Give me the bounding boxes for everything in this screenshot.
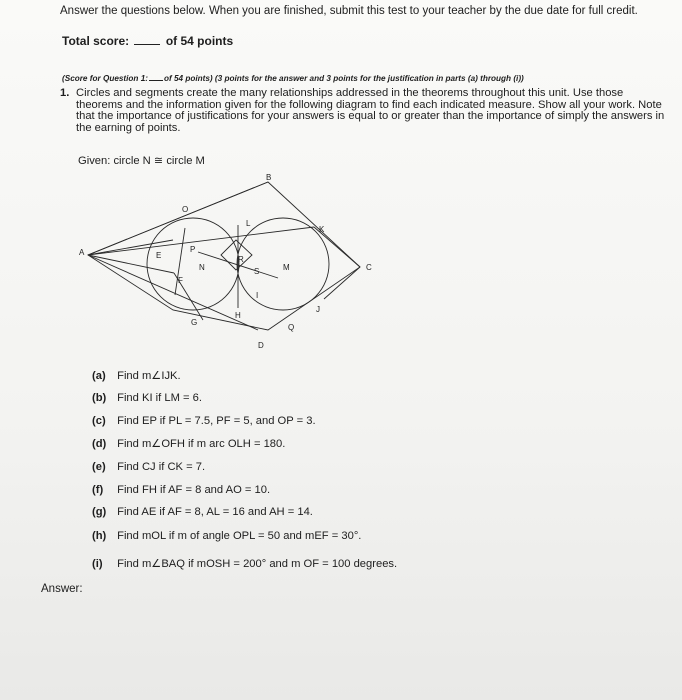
label-n: N [199, 263, 205, 272]
inner-rhombus [221, 240, 252, 270]
part-g [92, 506, 313, 518]
circle-n [147, 218, 239, 310]
part-label: (f) [92, 484, 104, 496]
part-label: (h) [92, 530, 107, 542]
part-label: (e) [92, 461, 106, 473]
part-d [92, 437, 285, 450]
total-score-suffix: of 54 points [165, 34, 234, 48]
label-b: B [266, 173, 272, 182]
total-score-label: Total score: [62, 34, 130, 48]
label-m: M [283, 263, 290, 272]
given-statement: Given: circle N ≅ circle M [78, 155, 205, 167]
question-text: Circles and segments create the many relationships addressed in the theorems throughout this unit. Use those theorems and the information given for the following diagram to find each indicated measure. Show all your work. Note that the importance of justifications for your answers is equal to or greater than the importance of simply the answers in the earning of points. [76, 87, 665, 134]
label-j: J [316, 305, 320, 314]
part-f [92, 484, 270, 496]
part-text: Find FH if AF = 8 and AO = 10. [117, 484, 271, 496]
part-label: (i) [92, 558, 103, 570]
label-i: I [256, 291, 259, 300]
part-i [92, 557, 397, 570]
label-h: H [235, 311, 241, 320]
label-s: S [254, 267, 260, 276]
total-score [62, 34, 233, 48]
part-e [92, 461, 205, 473]
part-b [92, 392, 202, 404]
instructions: Answer the questions below. When you are finished, submit this test to your teacher by the due date for full credit. [60, 5, 638, 17]
label-l: L [246, 219, 251, 228]
part-label: (g) [92, 506, 107, 518]
score-blank [134, 34, 160, 45]
label-c: C [366, 263, 372, 272]
label-k: K [319, 225, 325, 234]
label-g: G [191, 318, 198, 327]
answer-label: Answer: [41, 583, 83, 595]
part-text: Find CJ if CK = 7. [117, 461, 206, 473]
segment-jc [324, 267, 360, 299]
scoring-note [62, 73, 524, 83]
label-d: D [258, 341, 264, 350]
label-r: R [238, 255, 244, 264]
part-label: (d) [92, 438, 107, 450]
label-p: P [190, 245, 196, 254]
part-label: (b) [92, 392, 107, 404]
note-blank [149, 73, 163, 81]
label-o: O [182, 205, 189, 214]
geometry-diagram [78, 170, 388, 360]
label-a: A [79, 248, 85, 257]
label-e: E [156, 251, 162, 260]
part-text: Find AE if AF = 8, AL = 16 and AH = 14. [117, 506, 313, 518]
part-label: (a) [92, 370, 106, 382]
part-label: (c) [92, 415, 106, 427]
scoring-note-suffix: of 54 points) (3 points for the answer and 3 points for the justification in parts (a) through (i)) [163, 74, 524, 83]
part-a [92, 369, 181, 382]
label-q: Q [288, 323, 295, 332]
part-text: Find mOL if m of angle OPL = 50 and mEF = 30°. [117, 530, 362, 542]
part-text: Find m∠OFH if m arc OLH = 180. [117, 438, 286, 450]
question-number: 1. [60, 87, 70, 99]
label-f: F [178, 276, 183, 285]
part-text: Find m∠IJK. [117, 370, 181, 382]
part-text: Find EP if PL = 7.5, PF = 5, and OP = 3. [117, 415, 316, 427]
part-h [92, 530, 361, 542]
part-c [92, 415, 316, 427]
scoring-note-prefix: (Score for Question 1: [62, 74, 148, 83]
part-text: Find KI if LM = 6. [117, 392, 202, 404]
part-text: Find m∠BAQ if mOSH = 200° and m OF = 100 degrees. [117, 558, 398, 570]
